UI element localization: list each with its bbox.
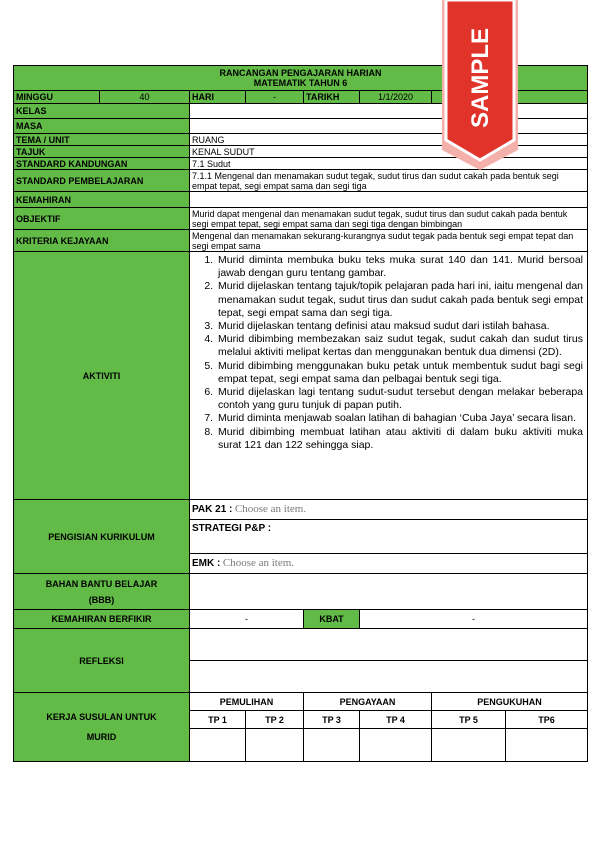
aktiviti-label: AKTIVITI [14,252,190,500]
kemahiran-value[interactable] [190,192,588,208]
aktiviti-item: 1. Murid diminta membuka buku teks muka surat 140 dan 141. Murid bersoal jawab dengan guru tentang gambar. [216,254,583,280]
kemahiran-berfikir-value[interactable]: - [190,610,304,629]
refleksi-line-1[interactable] [190,629,588,661]
aktiviti-list [190,252,587,454]
aktiviti-content[interactable] [190,252,588,500]
masa-label: MASA [14,119,190,134]
strategi-field[interactable] [190,520,588,554]
tema-label: TEMA / UNIT [14,134,190,146]
kerja-susulan-line2: MURID [86,732,117,742]
tp1-cell[interactable] [190,729,246,762]
minggu-value[interactable]: 40 [100,91,190,104]
aktiviti-item: 8. Murid dibimbing membuat latihan atau aktiviti di dalam buku aktiviti muka surat 121 dan 122 sehingga siap. [216,426,583,452]
objektif-value[interactable]: Murid dapat mengenal dan menamakan sudut tegak, sudut tirus dan sudut cakah pada bentuk segi empat tepat, segi empat sama dan segi tiga dengan bimbingan [190,208,588,230]
standard-pembelajaran-label: STANDARD PEMBELAJARAN [14,170,190,192]
aktiviti-item: 3. Murid dijelaskan tentang definisi atau maksud sudut dari istilah bahasa. [216,320,583,333]
refleksi-line-2[interactable] [190,661,588,693]
tajuk-label: TAJUK [14,146,190,158]
pengukuhan-header: PENGUKUHAN [432,693,588,711]
emk-field[interactable] [190,554,588,574]
aktiviti-item: 6. Murid dijelaskan lagi tentang sudut-sudut tersebut dengan melakar beberapa contoh yang guru tunjuk di papan putih. [216,386,583,412]
standard-kandungan-value[interactable]: 7.1 Sudut [190,158,588,170]
kriteria-kejayaan-value[interactable]: Mengenal dan menamakan sekurang-kurangnya sudut tegak pada bentuk segi empat tepat dan segi empat sama [190,230,588,252]
kbat-value[interactable]: - [360,610,588,629]
tajuk-value[interactable]: KENAL SUDUT [190,146,588,158]
pak21-label: PAK 21 : [192,504,233,515]
sample-watermark-text: SAMPLE [467,27,494,129]
tp3-cell[interactable] [304,729,360,762]
tp2-header: TP 2 [246,711,304,729]
pak21-dropdown[interactable]: Choose an item. [234,503,307,515]
aktiviti-item: 7. Murid diminta menjawab soalan latihan di bahagian ‘Cuba Jaya’ secara lisan. [216,412,583,425]
kelas-label: KELAS [14,104,190,119]
kriteria-kejayaan-label: KRITERIA KEJAYAAN [14,230,190,252]
strategi-label: STRATEGI P&P : [192,523,272,534]
bbb-label [14,574,190,610]
kelas-value[interactable] [190,104,588,119]
title-line: RANCANGAN PENGAJARAN HARIAN [219,68,382,78]
sample-ribbon [440,0,520,170]
pengisian-kurikulum-label: PENGISIAN KURIKULUM [14,500,190,574]
tarikh-label: TARIKH [304,91,360,104]
refleksi-label: REFLEKSI [14,629,190,693]
kemahiran-label: KEMAHIRAN [14,192,190,208]
tp1-header: TP 1 [190,711,246,729]
tp6-cell[interactable] [506,729,588,762]
aktiviti-item: 5. Murid dibimbing menggunakan buku petak untuk membentuk sudut bagi segi empat tepat, segi empat sama dan pelbagai bentuk segi tiga. [216,360,583,386]
pak21-field[interactable] [190,500,588,520]
tp5-cell[interactable] [432,729,506,762]
tp2-cell[interactable] [246,729,304,762]
masa-value[interactable] [190,119,588,134]
tp4-header: TP 4 [360,711,432,729]
tema-value[interactable]: RUANG [190,134,588,146]
kbat-label: KBAT [304,610,360,629]
pemulihan-header: PEMULIHAN [190,693,304,711]
minggu-label: MINGGU [14,91,100,104]
tp6-header: TP6 [506,711,588,729]
kerja-susulan-label [14,693,190,762]
tarikh-value[interactable]: 1/1/2020 [360,91,432,104]
subtitle-line: MATEMATIK TAHUN 6 [253,78,348,88]
hari-value[interactable]: - [246,91,304,104]
objektif-label: OBJEKTIF [14,208,190,230]
hari-label: HARI [190,91,246,104]
emk-label: EMK : [192,558,221,569]
tp5-header: TP 5 [432,711,506,729]
tp3-header: TP 3 [304,711,360,729]
aktiviti-item: 4. Murid dibimbing membezakan saiz sudut tegak, sudut cakah dan sudut tirus melalui aktiviti melipat kertas dan menggunakan bentuk dua dimensi (2D). [216,333,583,359]
bbb-line1: BAHAN BANTU BELAJAR [45,578,158,589]
tp4-cell[interactable] [360,729,432,762]
bbb-value[interactable] [190,574,588,610]
kemahiran-berfikir-label: KEMAHIRAN BERFIKIR [14,610,190,629]
bbb-line2: (BBB) [88,594,115,605]
aktiviti-item: 2. Murid dijelaskan tentang tajuk/topik pelajaran pada hari ini, iaitu mengenal dan menamakan sudut tegak, sudut tirus dan sudut cakah pada bentuk segi empat tepat, segi empat sama dan segi tiga. [216,280,583,320]
standard-kandungan-label: STANDARD KANDUNGAN [14,158,190,170]
standard-pembelajaran-value[interactable]: 7.1.1 Mengenal dan menamakan sudut tegak, sudut tirus dan sudut cakah pada bentuk segi empat tepat, segi empat sama dan segi tiga [190,170,588,192]
kerja-susulan-line1: KERJA SUSULAN UNTUK [46,712,157,722]
pengayaan-header: PENGAYAAN [304,693,432,711]
emk-dropdown[interactable]: Choose an item. [222,557,295,569]
